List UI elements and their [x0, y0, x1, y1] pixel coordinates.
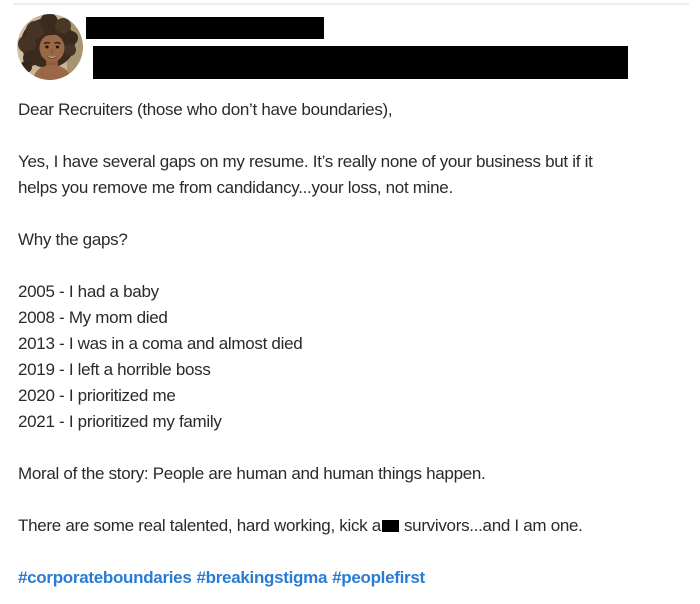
top-divider — [13, 3, 689, 5]
avatar[interactable] — [17, 14, 83, 80]
hashtag-corporateboundaries[interactable]: #corporateboundaries — [18, 568, 192, 587]
timeline-entry: 2013 - I was in a coma and almost died — [18, 334, 303, 353]
redacted-headline-bar — [93, 46, 628, 79]
hashtag-breakingstigma[interactable]: #breakingstigma — [196, 568, 328, 587]
hashtag-row — [18, 565, 690, 591]
post-paragraph-timeline — [18, 279, 690, 435]
post-body — [18, 97, 690, 591]
post-text-line: Moral of the story: People are human and human things happen. — [18, 464, 486, 483]
hashtag-peoplefirst[interactable]: #peoplefirst — [332, 568, 425, 587]
profile-photo-icon — [17, 14, 83, 80]
post-paragraph-moral — [18, 461, 690, 487]
timeline-entry: 2008 - My mom died — [18, 308, 168, 327]
post-paragraph-survivors — [18, 513, 690, 539]
timeline-entry: 2021 - I prioritized my family — [18, 412, 222, 431]
post-text-line-with-redaction — [18, 513, 690, 539]
post-text-after-redaction: survivors...and I am one. — [403, 516, 583, 535]
post-paragraph-question — [18, 227, 690, 253]
post-text-line: Why the gaps? — [18, 230, 128, 249]
timeline-entry: 2005 - I had a baby — [18, 282, 159, 301]
post-text-line: helps you remove me from candidancy...your loss, not mine. — [18, 178, 453, 197]
post-paragraph-greeting — [18, 97, 690, 123]
post-paragraph-hashtags — [18, 565, 690, 591]
post-text-before-redaction: There are some real talented, hard working, kick a — [18, 516, 381, 535]
timeline-entry: 2020 - I prioritized me — [18, 386, 176, 405]
post-paragraph-gaps-intro — [18, 149, 690, 201]
redacted-name-bar — [86, 17, 324, 39]
timeline-entry: 2019 - I left a horrible boss — [18, 360, 211, 379]
post-text-line: Yes, I have several gaps on my resume. It’s really none of your business but if it — [18, 152, 593, 171]
post-text-line: Dear Recruiters (those who don’t have boundaries), — [18, 100, 393, 119]
inline-redaction-box — [382, 520, 399, 532]
